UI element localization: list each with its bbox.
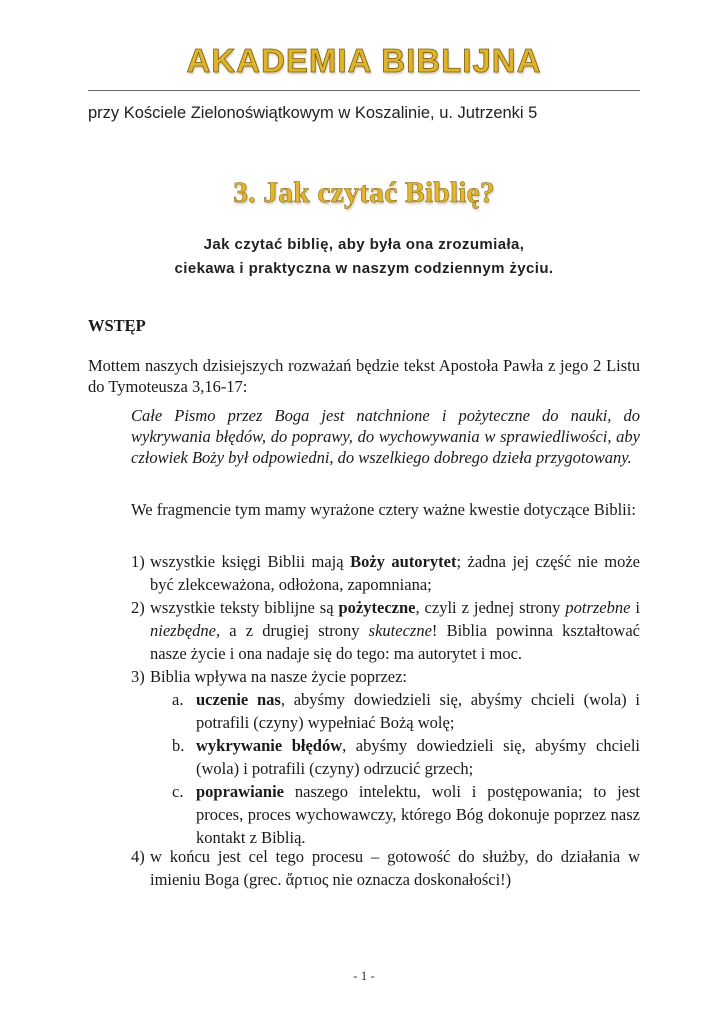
sub-list-item (172, 734, 640, 780)
list-number: 2) (131, 598, 145, 617)
bold-run: Boży autorytet (350, 552, 457, 571)
brand-logo: AKADEMIA BIBLIJNA (186, 42, 542, 79)
list-item (131, 845, 640, 891)
text-run: wszystkie teksty biblijne są (150, 598, 339, 617)
text-run: ! Biblia powinna kształtować nasze życie i ona nadaje się do tego: ma autorytet i moc. (150, 621, 640, 663)
text-run: nie oznacza doskonałości!) (328, 870, 512, 889)
header-divider (88, 90, 640, 91)
document-title: 3. Jak czytać Biblię? (233, 176, 495, 209)
list-number: 4) (131, 847, 145, 866)
italic-run: potrzebne (565, 598, 631, 617)
sub-list-text (196, 688, 640, 734)
bold-run: wykrywanie błędów (196, 736, 343, 755)
list-item (131, 596, 640, 665)
text-run: , abyśmy dowiedzieli się, abyśmy chcieli (wola) i potrafili (czyny) wypełniać Bożą wolę; (196, 690, 640, 732)
scripture-quote: Całe Pismo przez Boga jest natchnione i pożyteczne do nauki, do wykrywania błędów, do poprawy, do wychowywania w sprawiedliwości, aby człowiek Boży był odpowiedni, do wszelkiego dobrego dzieła przygotowany. (131, 406, 640, 467)
sub-list-letter: b. (172, 736, 185, 755)
sub-list-text (196, 780, 640, 849)
text-run: ; żadna jej część nie może być zlekceważona, odłożona, zapomniana; (150, 552, 641, 594)
list-number: 3) (131, 667, 145, 686)
text-run: wszystkie księgi Biblii mają (150, 552, 351, 571)
list-number: 1) (131, 552, 145, 571)
list-item (131, 665, 640, 688)
list-text: Biblia wpływa na nasze życie poprzez: (150, 667, 408, 686)
sub-list-text (196, 734, 640, 780)
after-quote-paragraph: We fragmencie tym mamy wyrażone cztery ważne kwestie dotyczące Biblii: (131, 500, 636, 519)
text-run: w końcu jest cel tego procesu – gotowość do służby, do działania w imieniu Boga (grec. (150, 847, 640, 889)
bold-run: poprawianie (196, 782, 285, 801)
bold-run: pożyteczne (338, 598, 416, 617)
italic-run: niezbędne (150, 621, 216, 640)
header-address: przy Kościele Zielonoświątkowym w Koszalinie, u. Jutrzenki 5 (88, 104, 538, 122)
lead-line-1: Jak czytać biblię, aby była ona zrozumiała, (203, 236, 525, 253)
text-run: naszego intelektu, woli i postępowania; to jest proces, proces wychowawczy, którego Bóg dokonuje poprzez nasz kontakt z Biblią. (196, 782, 640, 847)
list-text (150, 596, 640, 665)
intro-paragraph: Mottem naszych dzisiejszych rozważań będzie tekst Apostoła Pawła z jego 2 Listu do Tymoteusza 3,16-17: (88, 356, 640, 396)
text-run: i (630, 598, 640, 617)
sub-list-letter: a. (172, 690, 184, 709)
text-run: , czyli z jednej strony (415, 598, 566, 617)
page-number: - 1 - (353, 968, 375, 983)
text-run: , abyśmy dowiedzieli się, abyśmy chcieli (wola) i potrafili (czyny) odrzucić grzech; (196, 736, 641, 778)
list-item (131, 550, 640, 596)
sub-list-letter: c. (172, 782, 184, 801)
text-run: , a z drugiej strony (215, 621, 369, 640)
sub-list-item (172, 688, 640, 734)
list-text (150, 550, 640, 596)
lead-paragraph (88, 233, 640, 281)
greek-word: ἄρτιος (285, 870, 329, 889)
list-text (150, 845, 640, 891)
bold-run: uczenie nas (196, 690, 281, 709)
section-heading: WSTĘP (88, 316, 146, 335)
italic-run: skuteczne (368, 621, 432, 640)
lead-line-2: ciekawa i praktyczna w naszym codziennym życiu. (174, 260, 554, 277)
sub-list-item (172, 780, 640, 849)
